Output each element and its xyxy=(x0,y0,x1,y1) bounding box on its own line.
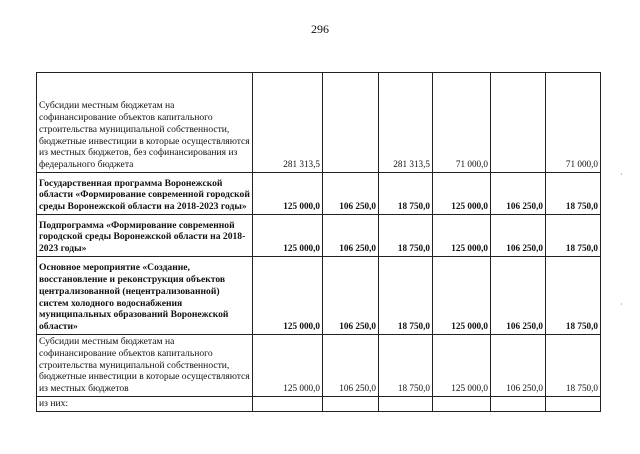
row-description: из них: xyxy=(37,396,253,411)
row-value: 125 000,0 xyxy=(433,257,491,335)
table-row xyxy=(37,257,601,335)
row-value xyxy=(253,396,323,411)
row-description: Субсидии местным бюджетам на софинансирование объектов капитального строительства муниципальной собственности, бюджетные инвестиции в которые осуществляются из местных бюджетов, без софинансирования из федерального бюджета xyxy=(37,73,253,173)
row-value xyxy=(491,396,546,411)
row-value: 71 000,0 xyxy=(546,73,601,173)
table-row xyxy=(37,215,601,257)
row-value: 18 750,0 xyxy=(546,215,601,257)
row-value: 125 000,0 xyxy=(253,257,323,335)
row-value: 281 313,5 xyxy=(379,73,433,173)
table-row xyxy=(37,73,601,173)
scan-mark: · xyxy=(620,170,624,179)
row-value: 18 750,0 xyxy=(379,173,433,215)
row-value: 106 250,0 xyxy=(491,215,546,257)
row-value: 125 000,0 xyxy=(433,335,491,397)
row-description: Государственная программа Воронежской области «Формирование современной городской среды Воронежской области на 2018-2023 годы» xyxy=(37,173,253,215)
row-value: 106 250,0 xyxy=(491,173,546,215)
row-value: 125 000,0 xyxy=(253,173,323,215)
page-number: 296 xyxy=(311,22,329,36)
row-value: 18 750,0 xyxy=(546,335,601,397)
table-row xyxy=(37,335,601,397)
table-row xyxy=(37,396,601,411)
table-row xyxy=(37,173,601,215)
row-value: 18 750,0 xyxy=(379,335,433,397)
row-value: 18 750,0 xyxy=(546,257,601,335)
row-value: 18 750,0 xyxy=(379,257,433,335)
row-value: 71 000,0 xyxy=(433,73,491,173)
scan-mark: · xyxy=(620,300,624,309)
row-value: 106 250,0 xyxy=(491,257,546,335)
row-value: 106 250,0 xyxy=(323,335,379,397)
row-value: 125 000,0 xyxy=(253,335,323,397)
row-value: 281 313,5 xyxy=(253,73,323,173)
row-value: 125 000,0 xyxy=(253,215,323,257)
row-value xyxy=(379,396,433,411)
row-value: 18 750,0 xyxy=(546,173,601,215)
row-description: Субсидии местным бюджетам на софинансирование объектов капитального строительства муниципальной собственности, бюджетные инвестиции в которые осуществляются из местных бюджетов xyxy=(37,335,253,397)
row-value xyxy=(546,396,601,411)
row-value: 125 000,0 xyxy=(433,173,491,215)
row-value: 106 250,0 xyxy=(323,257,379,335)
row-value: 18 750,0 xyxy=(379,215,433,257)
row-value xyxy=(323,396,379,411)
row-description: Подпрограмма «Формирование современной городской среды Воронежской области на 2018-2023 годы» xyxy=(37,215,253,257)
row-value: 125 000,0 xyxy=(433,215,491,257)
row-value: 106 250,0 xyxy=(323,215,379,257)
budget-table xyxy=(36,72,601,412)
row-description: Основное мероприятие «Создание, восстановление и реконструкция объектов централизованной (нецентрализованной) систем холодного водоснабжения муниципальных образований Воронежской области» xyxy=(37,257,253,335)
row-value xyxy=(323,73,379,173)
row-value: 106 250,0 xyxy=(491,335,546,397)
row-value xyxy=(433,396,491,411)
row-value xyxy=(491,73,546,173)
row-value: 106 250,0 xyxy=(323,173,379,215)
